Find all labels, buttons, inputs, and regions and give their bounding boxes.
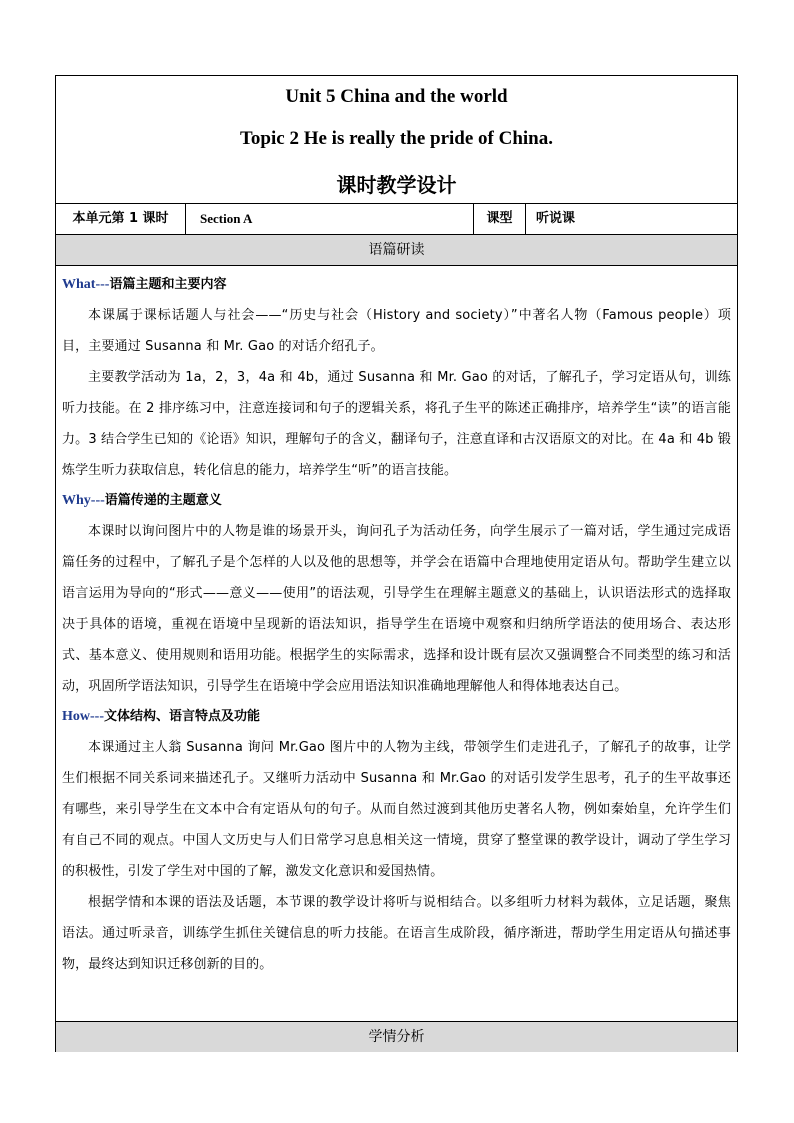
why-paragraph-1: 本课时以询问图片中的人物是谁的场景开头，询问孔子为活动任务，向学生展示了一篇对话，学生通过完成语篇任务的过程中，了解孔子是个怎样的人以及他的思想等，并学会在语篇中合理地使用定语从句。帮助学生建立以语言运用为导向的“形式——意义——使用”的语法观，引导学生在理解主题意义的基础上，认识语法形式的选择取决于具体的语境，重视在语境中呈现新的语法知识，指导学生在语境中观察和归纳所学语法的使用场合、表达形式、基本意义、使用规则和语用功能。根据学生的实际需求，选择和设计既有层次又强调整合不同类型的练习和活动，巩固所学语法知识，引导学生在语境中学会应用语法知识准确地理解他人和得体地表达自己。	[62, 524, 731, 694]
what-paragraph-1: 本课属于课标话题人与社会——“历史与社会（History and society）”中著名人物（Famous people）项目，主要通过 Susanna 和 Mr. Gao 的对话介绍孔子。	[62, 308, 731, 354]
how-label: How---	[62, 709, 104, 724]
what-paragraph-2: 主要教学活动为 1a，2，3，4a 和 4b，通过 Susanna 和 Mr. Gao 的对话，了解孔子，学习定语从句，训练听力技能。在 2 排序练习中，注意连接词和句子的逻辑关系，将孔子生平的陈述正确排序，培养学生“读”的语言能力。3 结合学生已知的《论语》知识，理解句子的含义，翻译句子，注意直译和古汉语原文的对比。在 4a 和 4b 锻炼学生听力获取信息，转化信息的能力，培养学生“听”的语言技能。	[62, 370, 731, 478]
how-heading	[62, 702, 731, 732]
what-label: What---	[62, 277, 110, 292]
title-block	[56, 76, 737, 204]
text-analysis-content	[56, 266, 737, 1021]
lesson-type-label: 课型	[474, 204, 526, 234]
how-paragraph-2: 根据学情和本课的语法及话题，本节课的教学设计将听与说相结合。以多组听力材料为载体，立足话题，聚焦语法。通过听录音，训练学生抓住关键信息的听力技能。在语言生成阶段，循序渐进，帮助学生用定语从句描述事物，最终达到知识迁移创新的目的。	[62, 895, 731, 972]
lesson-number: 本单元第 1 课时	[56, 204, 186, 234]
design-title: 课时教学设计	[336, 173, 457, 197]
section-name: Section A	[186, 204, 474, 234]
student-analysis-header: 学情分析	[56, 1021, 737, 1052]
what-title: 语篇主题和主要内容	[109, 277, 227, 292]
why-label: Why---	[62, 493, 105, 508]
topic-title: Topic 2 He is really the pride of China.	[240, 128, 553, 149]
unit-title: Unit 5 China and the world	[285, 86, 508, 107]
lesson-plan-table	[55, 75, 738, 1052]
why-heading	[62, 486, 731, 516]
text-analysis-header: 语篇研读	[56, 235, 737, 266]
lesson-type-value: 听说课	[536, 211, 576, 226]
why-title: 语篇传递的主题意义	[104, 493, 222, 508]
lesson-info-row	[56, 204, 737, 235]
how-paragraph-1: 本课通过主人翁 Susanna 询问 Mr.Gao 图片中的人物为主线，带领学生们走进孔子，了解孔子的故事，让学生们根据不同关系词来描述孔子。又继听力活动中 Susanna 和 Mr.Gao 的对话引发学生思考，孔子的生平故事还有哪些，来引导学生在文本中合有定语从句的句子。从而自然过渡到其他历史著名人物，例如秦始皇，允许学生们有自己不同的观点。中国人文历史与人们日常学习息息相关这一情境，贯穿了整堂课的教学设计，调动了学生学习的积极性，引发了学生对中国的了解，激发文化意识和爱国热情。	[62, 740, 731, 879]
what-heading	[62, 270, 731, 300]
how-title: 文体结构、语言特点及功能	[104, 709, 261, 724]
